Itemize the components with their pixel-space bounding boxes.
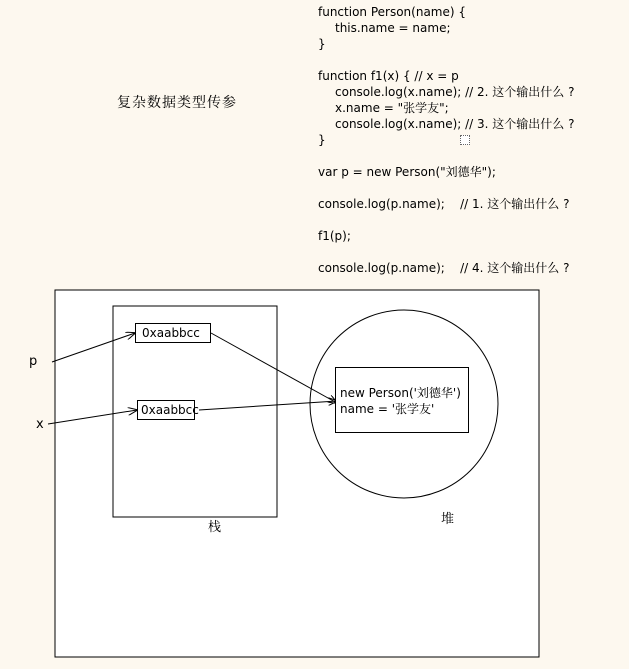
- code-line: this.name = name;: [335, 21, 451, 35]
- heap-object: [335, 367, 469, 433]
- code-line: console.log(p.name); // 1. 这个输出什么 ?: [318, 197, 570, 211]
- code-line: console.log(x.name); // 3. 这个输出什么 ?: [335, 117, 575, 131]
- code-line: f1(p);: [318, 229, 351, 243]
- var-p-label: p: [29, 354, 38, 369]
- code-line: var p = new Person("刘德华");: [318, 165, 496, 179]
- stack-label: 栈: [208, 520, 222, 535]
- code-line: function f1(x) { // x = p: [318, 69, 459, 83]
- code-line: }: [318, 133, 326, 147]
- code-line: console.log(x.name); // 2. 这个输出什么 ?: [335, 85, 575, 99]
- page-title: 复杂数据类型传参: [117, 95, 237, 111]
- heap-object-constructor: new Person('刘德华'): [340, 386, 461, 400]
- p-address-box: 0xaabbcc: [135, 323, 211, 343]
- x-address-box: 0xaabbcc: [137, 400, 195, 420]
- code-line: }: [318, 37, 326, 51]
- var-x-label: x: [36, 417, 44, 432]
- heap-label: 堆: [441, 512, 455, 527]
- code-line: console.log(p.name); // 4. 这个输出什么 ?: [318, 261, 570, 275]
- code-line: function Person(name) {: [318, 5, 467, 19]
- code-line: x.name = "张学友";: [335, 101, 449, 115]
- heap-object-name: name = '张学友': [340, 402, 435, 416]
